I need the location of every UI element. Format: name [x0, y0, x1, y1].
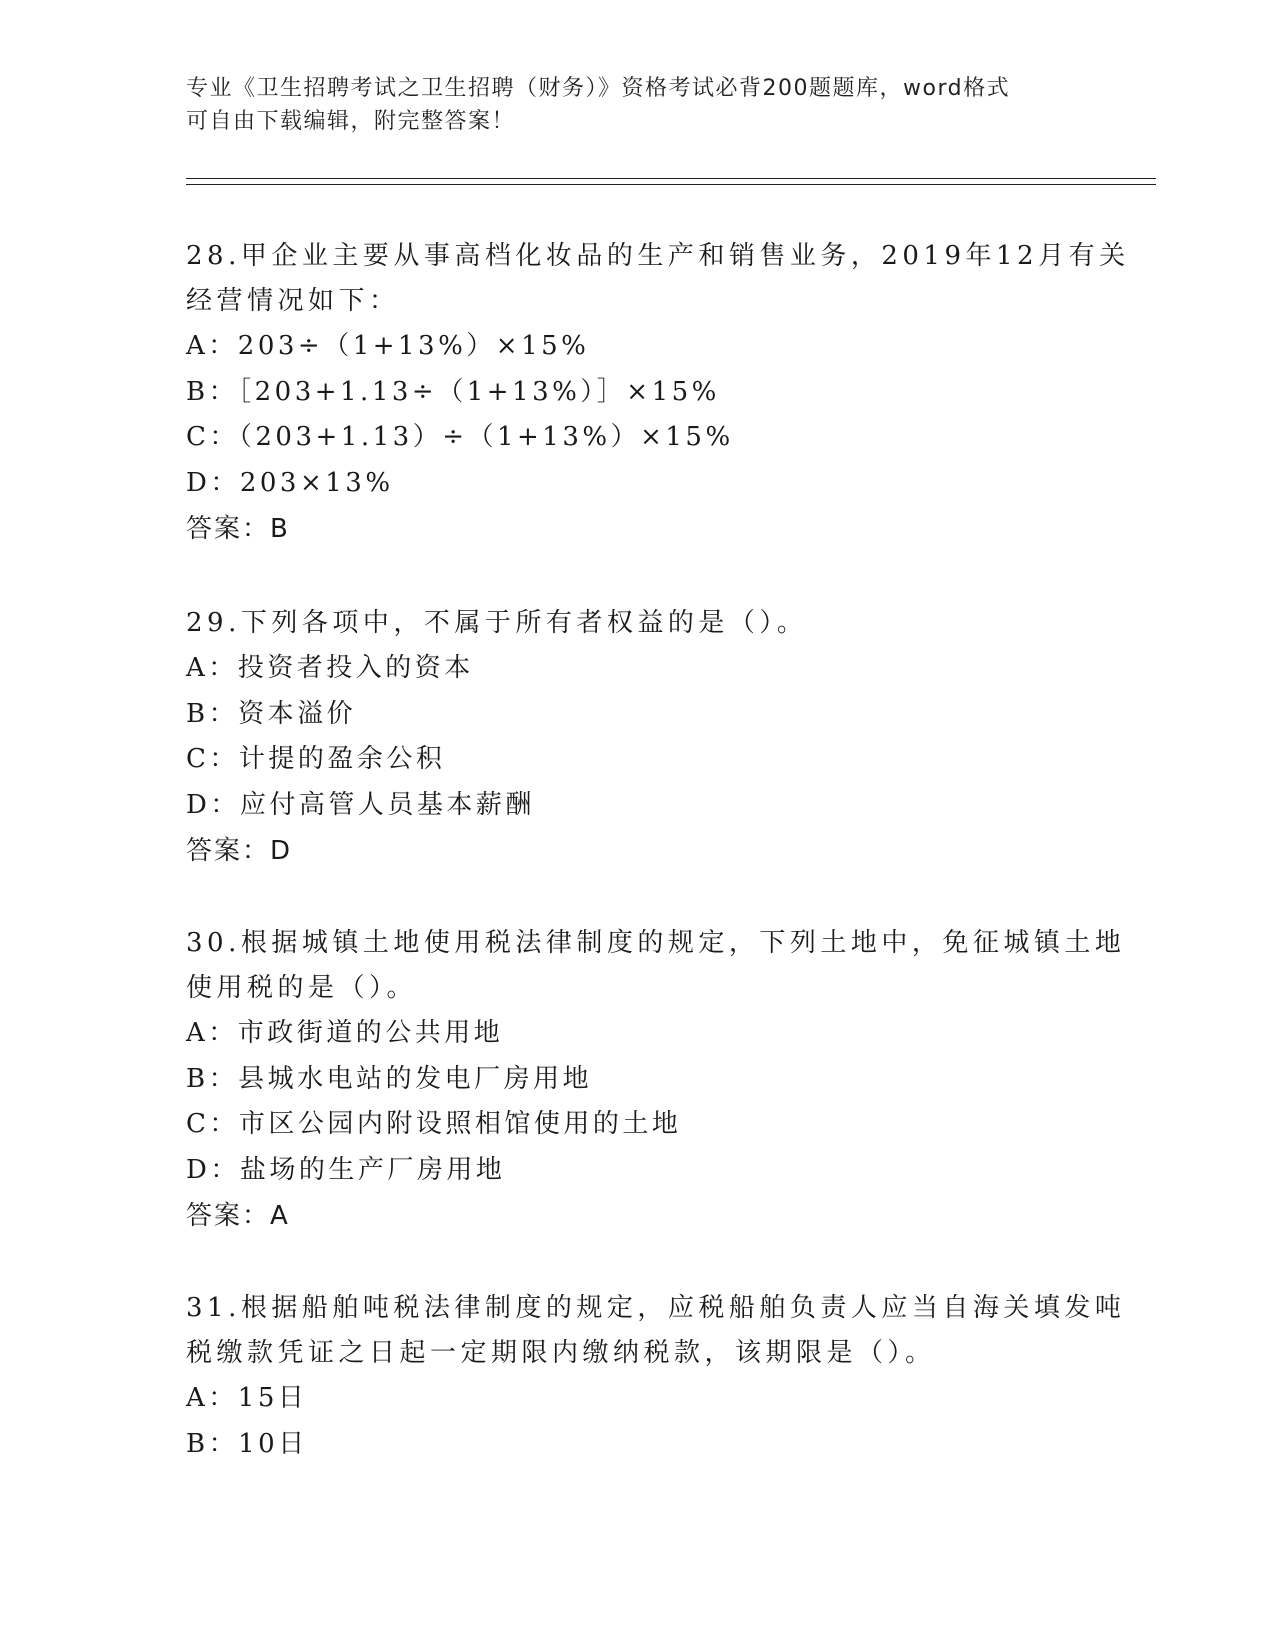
question-stem-line: 税缴款凭证之日起一定期限内缴纳税款，该期限是（）。: [186, 1338, 936, 1368]
answer: 答案：A: [186, 1201, 290, 1231]
question-29: [186, 601, 1086, 874]
option-b: B：县城水电站的发电厂房用地: [186, 1063, 593, 1094]
option-b: B：［203+1.13÷（1+13%）］×15%: [186, 376, 720, 407]
option-c: C：市区公园内附设照相馆使用的土地: [186, 1109, 682, 1139]
question-stem-line: 31.根据船舶吨税法律制度的规定，应税船舶负责人应当自海关填发吨: [186, 1293, 1126, 1323]
header-line-2: 可自由下载编辑，附完整答案！: [186, 109, 516, 134]
option-c: C：计提的盈余公积: [186, 744, 446, 774]
option-a: A：203÷（1+13%）×15%: [186, 331, 590, 361]
option-d: D：203×13%: [186, 467, 394, 498]
question-28: [186, 234, 1130, 552]
question-stem-line: 使用税的是（）。: [186, 973, 418, 1003]
option-a: A：投资者投入的资本: [186, 653, 474, 683]
option-d: D：应付高管人员基本薪酬: [186, 789, 535, 820]
answer: 答案：D: [186, 836, 293, 866]
option-b: B：资本溢价: [186, 698, 357, 729]
option-a: A：15日: [186, 1383, 308, 1413]
question-30: [186, 921, 1126, 1239]
header-rule-bottom: [186, 184, 1156, 185]
option-b: B：10日: [186, 1428, 308, 1459]
option-a: A：市政街道的公共用地: [186, 1018, 504, 1048]
question-stem-line: 29.下列各项中，不属于所有者权益的是（）。: [186, 608, 808, 638]
document-header: [186, 72, 1086, 138]
answer: 答案：B: [186, 514, 290, 544]
header-rule-top: [186, 178, 1156, 179]
option-d: D：盐场的生产厂房用地: [186, 1154, 506, 1185]
question-31: [186, 1286, 1126, 1467]
header-line-1: 专业《卫生招聘考试之卫生招聘（财务）》资格考试必背200题题库，word格式: [186, 76, 1011, 101]
question-stem-line: 经营情况如下：: [186, 286, 400, 316]
question-stem-line: 28.甲企业主要从事高档化妆品的生产和销售业务，2019年12月有关: [186, 241, 1130, 271]
option-c: C：（203+1.13）÷（1+13%）×15%: [186, 422, 734, 452]
question-stem-line: 30.根据城镇土地使用税法律制度的规定，下列土地中，免征城镇土地: [186, 928, 1126, 958]
